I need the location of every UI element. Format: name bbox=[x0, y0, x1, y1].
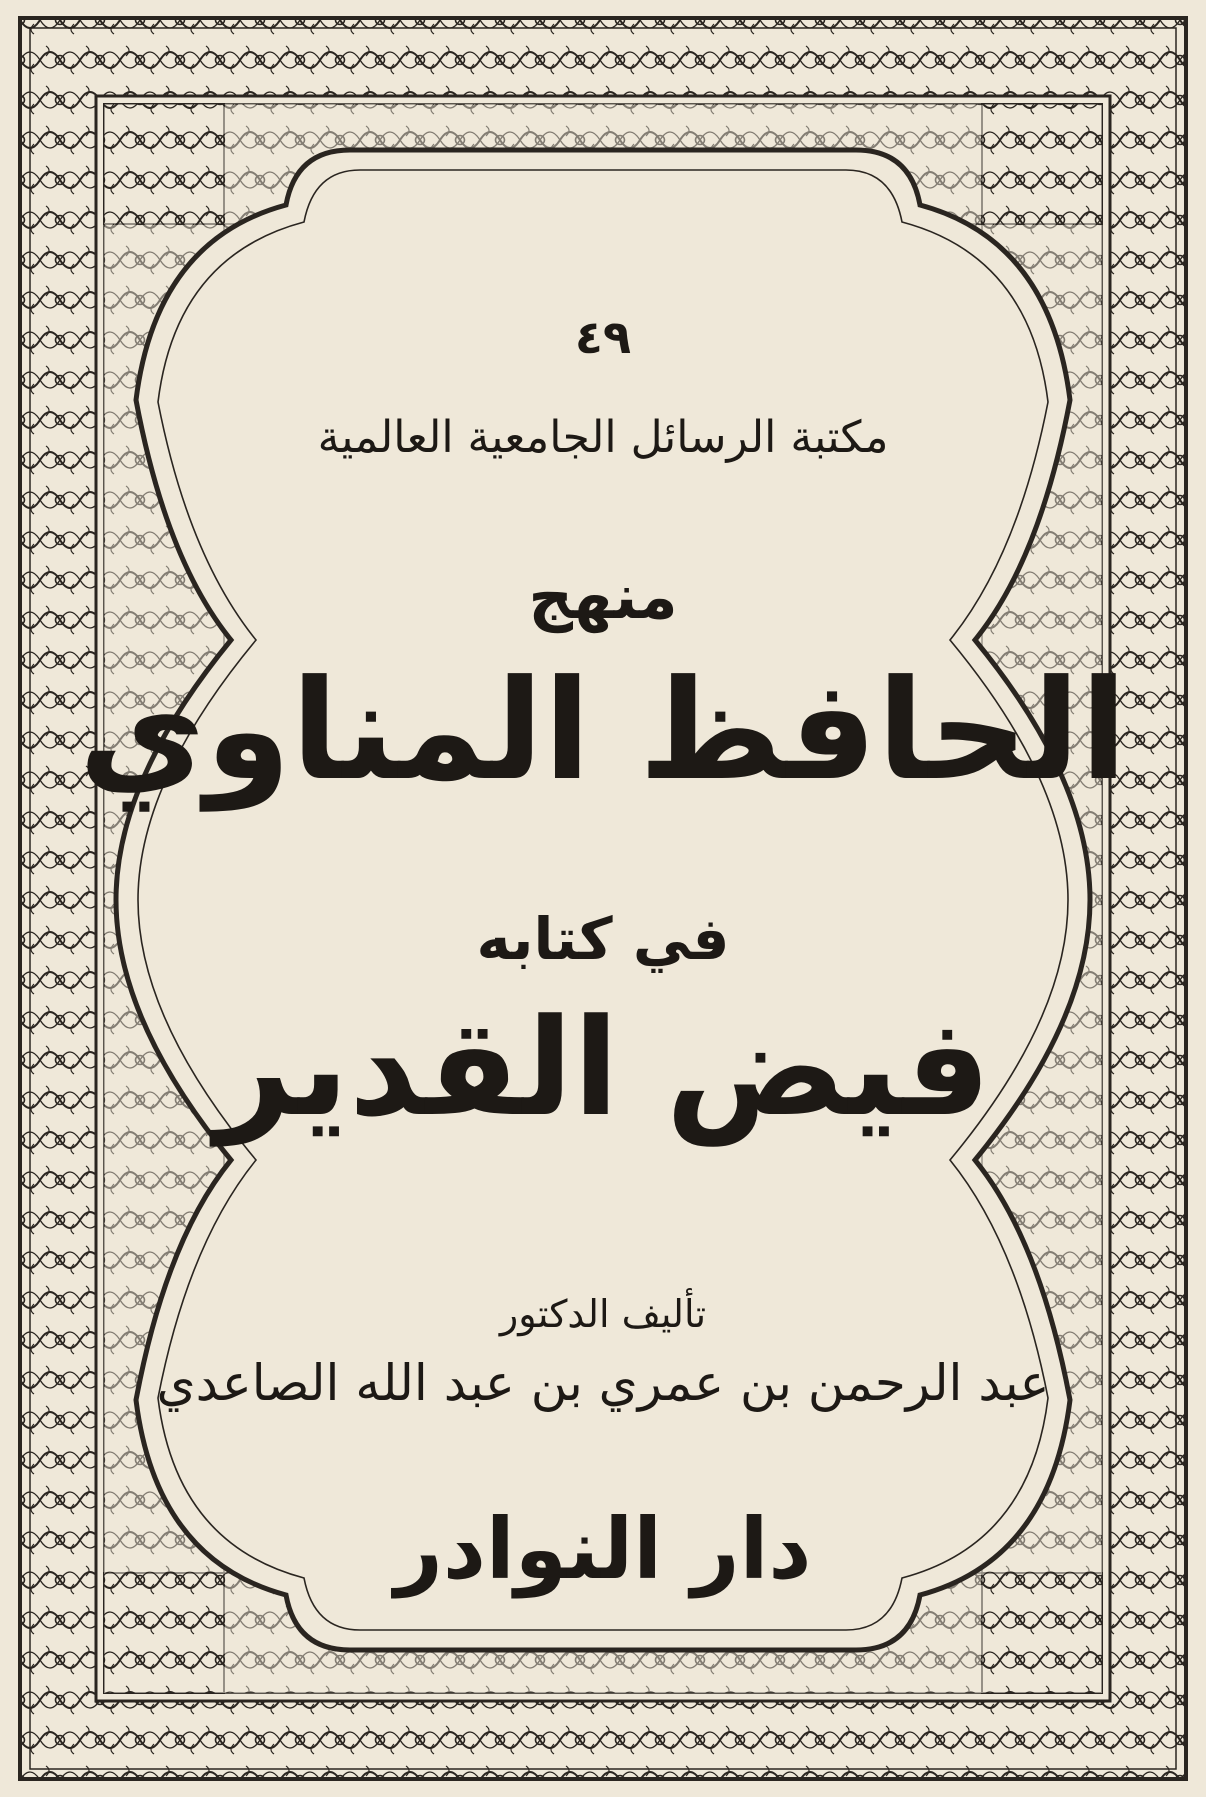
author-label: تأليف الدكتور bbox=[499, 1292, 707, 1336]
title-line-1: منهج bbox=[528, 560, 678, 633]
author-name: عبد الرحمن بن عمري بن عبد الله الصاعدي bbox=[156, 1354, 1050, 1412]
series-name: مكتبة الرسائل الجامعية العالمية bbox=[317, 412, 889, 463]
central-medallion bbox=[116, 150, 1090, 1650]
publisher-name: دار النوادر bbox=[394, 1500, 812, 1598]
series-number: ٤٩ bbox=[574, 310, 632, 364]
title-line-3: في كتابه bbox=[476, 905, 730, 973]
title-line-2: الحافظ المناوي bbox=[78, 650, 1128, 811]
title-line-4: فيض القدير bbox=[215, 990, 991, 1146]
